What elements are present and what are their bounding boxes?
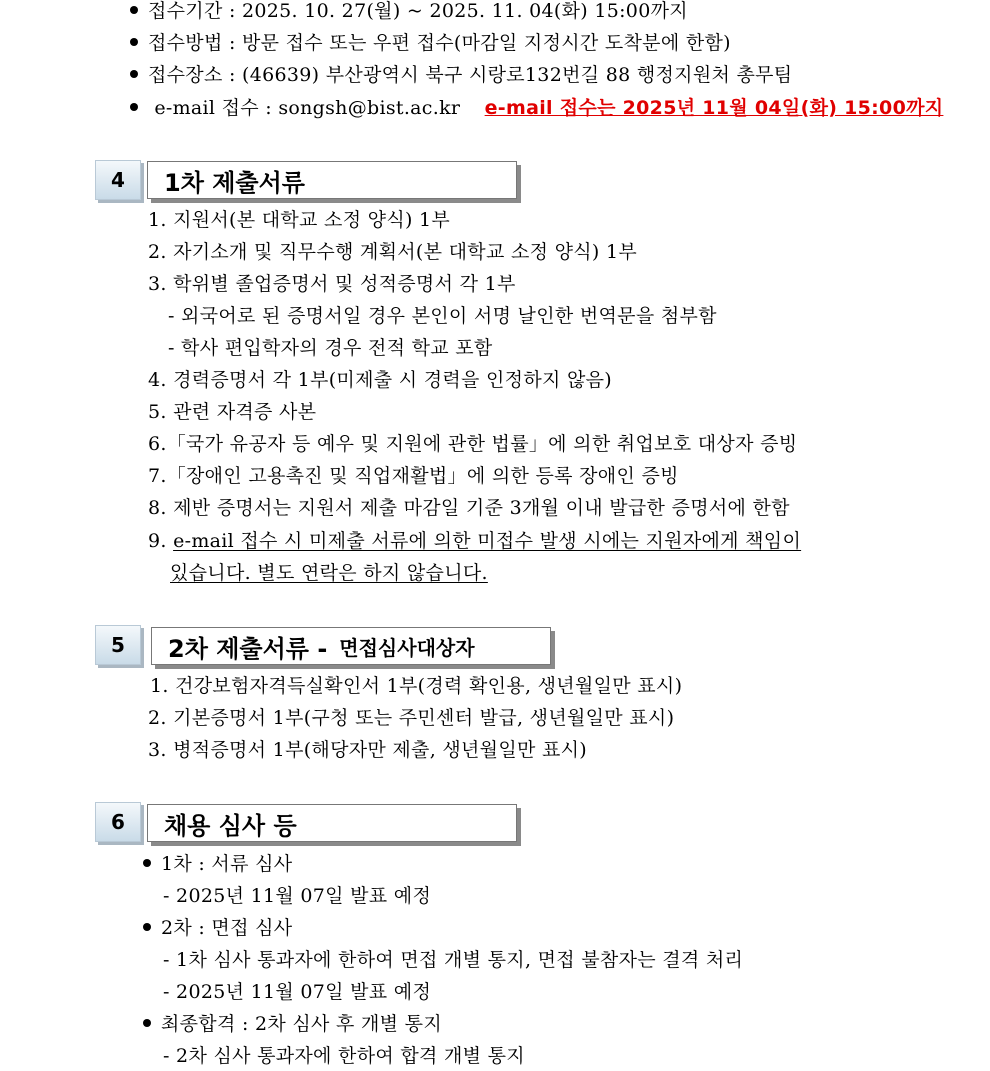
section-4-item-3-note-1: - 외국어로 된 증명서일 경우 본인이 서명 날인한 번역문을 첨부함: [168, 305, 717, 327]
section-4-item-8: 8. 제반 증명서는 지원서 제출 마감일 기준 3개월 이내 발급한 증명서에 한함: [148, 497, 790, 519]
section-6-item-2-note-1: - 1차 심사 통과자에 한하여 면접 개별 통지, 면접 불참자는 결격 처리: [163, 949, 744, 971]
section-5-item-1: 1. 건강보험자격득실확인서 1부(경력 확인용, 생년월일만 표시): [150, 675, 683, 697]
section-6-item-2: 2차 : 면접 심사: [143, 916, 292, 940]
section-4-item-3: 3. 학위별 졸업증명서 및 성적증명서 각 1부: [148, 273, 516, 295]
section-5-number: 5: [95, 625, 141, 665]
receipt-method: 접수방법 : 방문 접수 또는 우편 접수(마감일 지정시간 도착분에 한함): [130, 31, 731, 55]
section-5-item-3: 3. 병적증명서 1부(해당자만 제출, 생년월일만 표시): [148, 739, 588, 761]
section-5-title: 2차 제출서류 -: [168, 634, 328, 663]
section-4-item-1: 1. 지원서(본 대학교 소정 양식) 1부: [148, 209, 451, 231]
section-4-item-7: 7.「장애인 고용촉진 및 직업재활법」에 의한 등록 장애인 증빙: [148, 465, 679, 487]
section-5-title-box: [151, 627, 551, 665]
receipt-place: 접수장소 : (46639) 부산광역시 북구 시랑로132번길 88 행정지원처 총무팀: [130, 63, 792, 87]
section-4-item-9-line-1: e-mail 접수 시 미제출 서류에 의한 미접수 발생 시에는 지원자에게 책임이: [173, 530, 802, 552]
receipt-email-deadline: e-mail 접수는 2025년 11월 04일(화) 15:00까지: [484, 97, 944, 119]
section-6-item-3-note: - 2차 심사 통과자에 한하여 합격 개별 통지: [163, 1045, 525, 1067]
section-4-item-2: 2. 자기소개 및 직무수행 계획서(본 대학교 소정 양식) 1부: [148, 241, 637, 263]
section-4-item-3-note-2: - 학사 편입학자의 경우 전적 학교 포함: [168, 337, 493, 359]
receipt-email-row: [130, 96, 943, 120]
section-4-item-5: 5. 관련 자격증 사본: [148, 401, 317, 423]
section-6-title: 채용 심사 등: [147, 804, 517, 842]
section-6-item-1: 1차 : 서류 심사: [143, 852, 292, 876]
section-4-item-9-number: 9.: [148, 530, 167, 552]
section-6-item-3: 최종합격 : 2차 심사 후 개별 통지: [143, 1012, 442, 1036]
section-4-title: 1차 제출서류: [147, 161, 517, 199]
section-4-item-9-line-2: 있습니다. 별도 연락은 하지 않습니다.: [170, 562, 488, 584]
section-4-item-6: 6.「국가 유공자 등 예우 및 지원에 관한 법률」에 의한 취업보호 대상자 증빙: [148, 433, 798, 455]
receipt-period: 접수기간 : 2025. 10. 27(월) ~ 2025. 11. 04(화) 15:00까지: [130, 0, 688, 23]
section-6-number: 6: [95, 802, 141, 842]
section-5-item-2: 2. 기본증명서 1부(구청 또는 주민센터 발급, 생년월일만 표시): [148, 707, 675, 729]
section-4-item-4: 4. 경력증명서 각 1부(미제출 시 경력을 인정하지 않음): [148, 369, 612, 391]
section-4-number: 4: [95, 160, 141, 200]
section-5-subtitle: 면접심사대상자: [339, 635, 475, 660]
receipt-email: e-mail 접수 : songsh@bist.ac.kr: [154, 97, 461, 119]
section-6-item-1-note: - 2025년 11월 07일 발표 예정: [163, 885, 432, 907]
section-6-item-2-note-2: - 2025년 11월 07일 발표 예정: [163, 981, 432, 1003]
section-4-item-9: [148, 529, 801, 553]
